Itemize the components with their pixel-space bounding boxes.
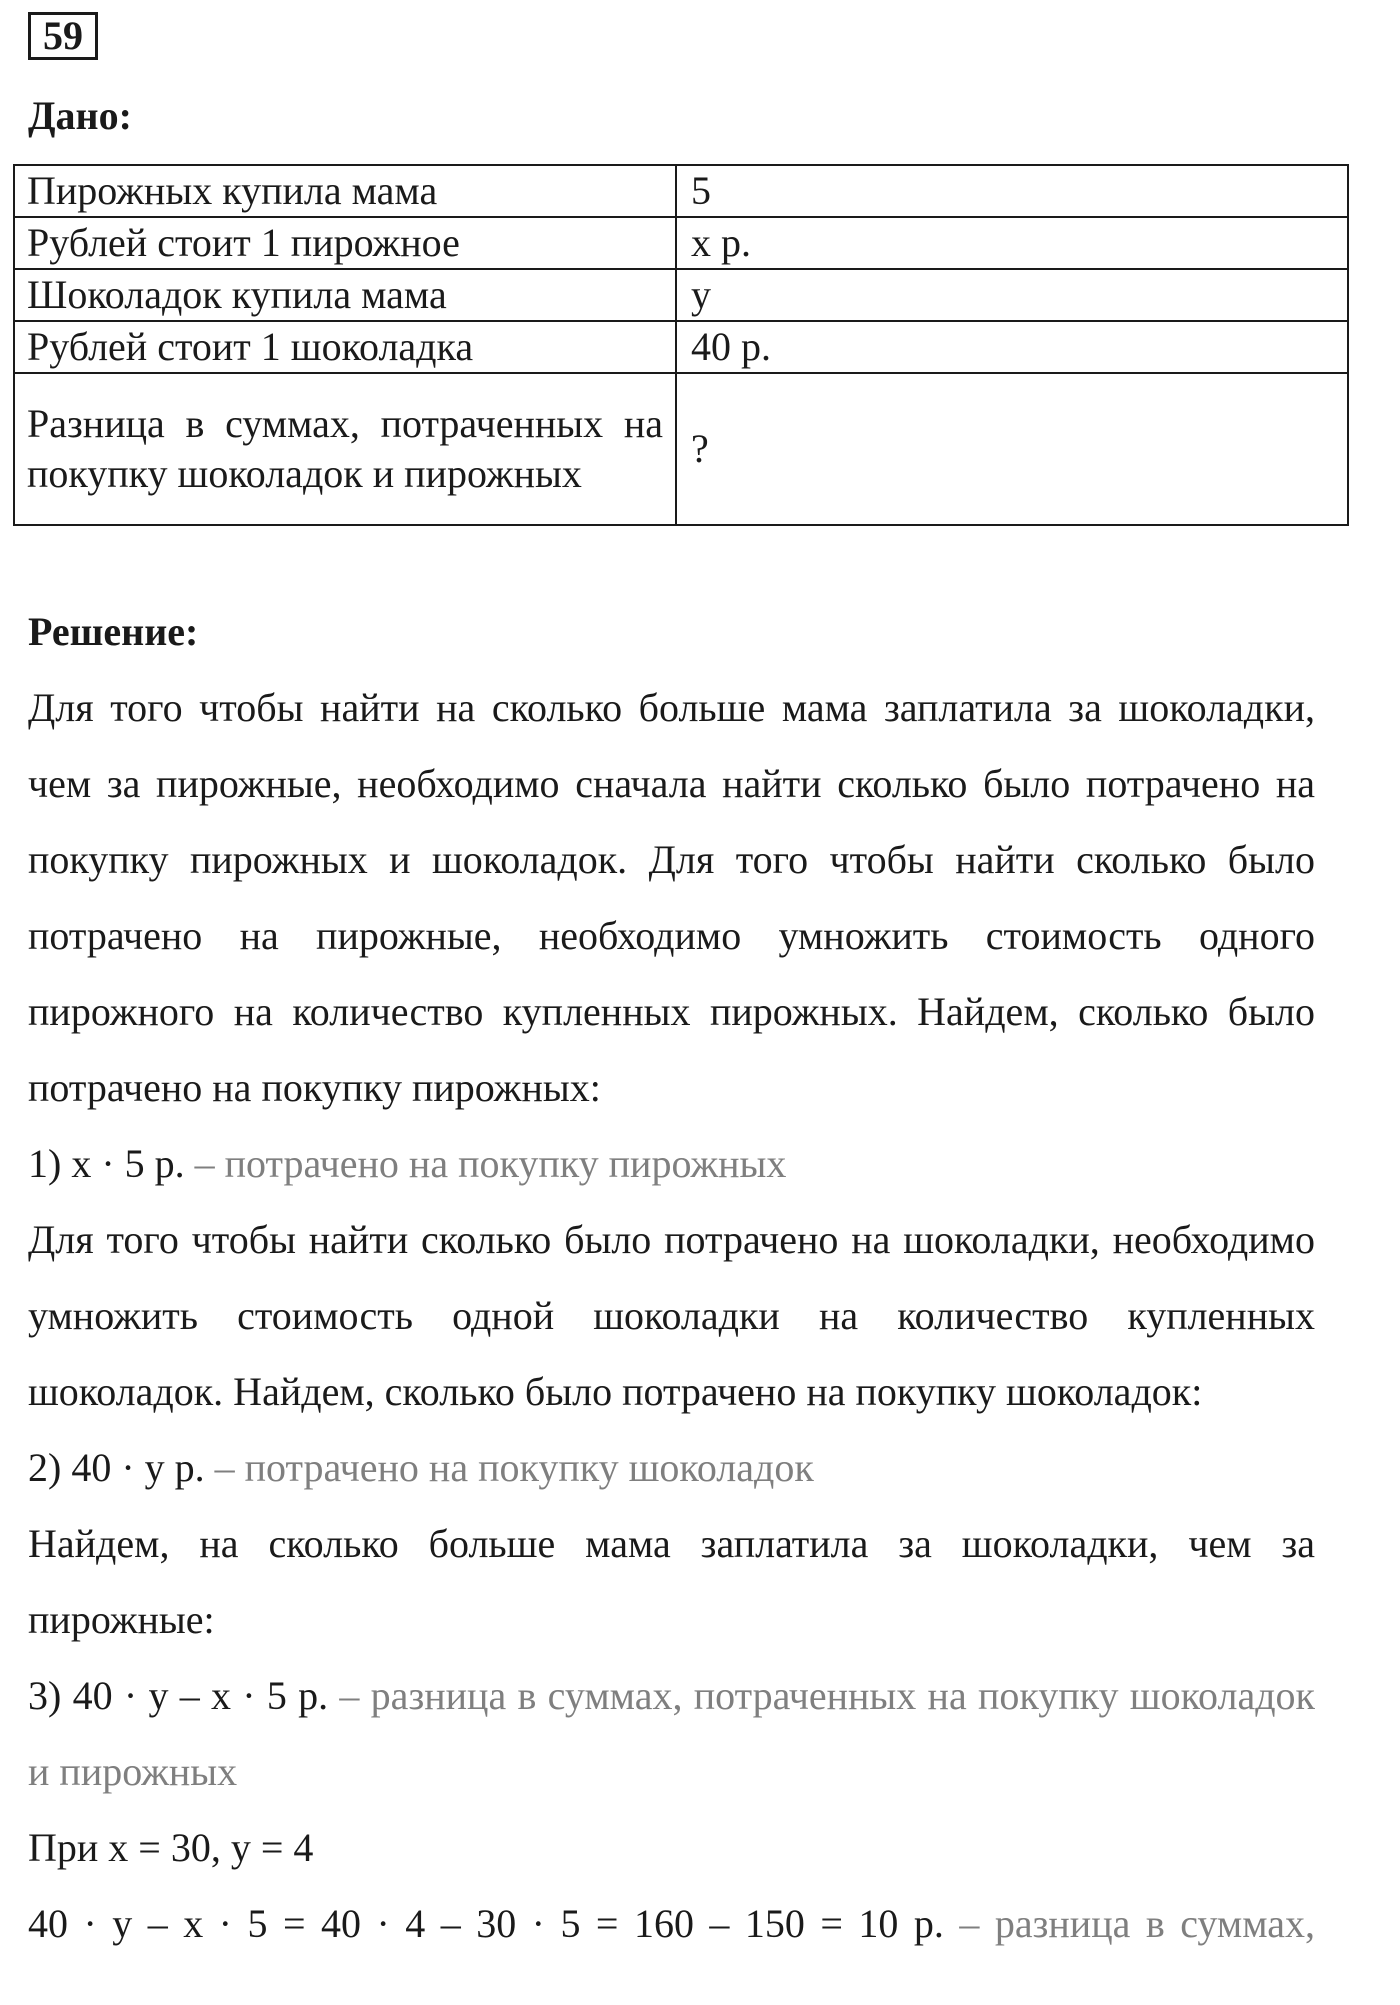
solution-body — [28, 670, 1315, 1962]
given-value: 5 — [676, 165, 1348, 217]
given-row — [14, 165, 1348, 217]
given-label: Шоколадок купила мама — [14, 269, 676, 321]
step-expression: 1) x · 5 р. — [28, 1141, 185, 1186]
given-value: 40 р. — [676, 321, 1348, 373]
step-expression: 2) 40 · y р. — [28, 1445, 205, 1490]
step-note: – разница в суммах, потраченных на покупку шоколадок и пирожных — [28, 1673, 1315, 1794]
given-row — [14, 321, 1348, 373]
given-label: Рублей стоит 1 шоколадка — [14, 321, 676, 373]
solution-paragraph: Для того чтобы найти на сколько больше мама заплатила за шоколадки, чем за пирожные, необходимо сначала найти сколько было потрачено на покупку пирожных и шоколадок. Для того чтобы найти сколько было потрачено на пирожные, необходимо умножить стоимость одного пирожного на количество купленных пирожных. Найдем, сколько было потрачено на покупку пирожных: — [28, 685, 1315, 1110]
given-table — [13, 164, 1349, 526]
given-label: Пирожных купила мама — [14, 165, 676, 217]
given-row — [14, 373, 1348, 525]
solution-step — [28, 1430, 1315, 1506]
calc-note: – разница в суммах, — [943, 1901, 1315, 1946]
given-value: x р. — [676, 217, 1348, 269]
solution-paragraph: Найдем, на сколько больше мама заплатила за шоколадки, чем за пирожные: — [28, 1521, 1315, 1642]
solution-step — [28, 1126, 1315, 1202]
solution-condition: При x = 30, y = 4 — [28, 1825, 314, 1870]
given-row — [14, 269, 1348, 321]
calc-expression: 40 · y – x · 5 = 40 · 4 – 30 · 5 = 160 – 150 = 10 р. — [28, 1901, 944, 1946]
solution-step — [28, 1658, 1315, 1810]
solution-heading: Решение: — [28, 609, 199, 654]
solution-calculation — [28, 1886, 1315, 1962]
given-heading: Дано: — [28, 93, 132, 138]
step-note: – потрачено на покупку шоколадок — [204, 1445, 814, 1490]
given-value: ? — [676, 373, 1348, 525]
problem-number: 59 — [28, 12, 98, 60]
given-label: Рублей стоит 1 пирожное — [14, 217, 676, 269]
given-value: y — [676, 269, 1348, 321]
given-row — [14, 217, 1348, 269]
solution-paragraph: Для того чтобы найти сколько было потрачено на шоколадки, необходимо умножить стоимость одной шоколадки на количество купленных шоколадок. Найдем, сколько было потрачено на покупку шоколадок: — [28, 1217, 1315, 1414]
given-label: Разница в суммах, потраченных на покупку шоколадок и пирожных — [14, 373, 676, 525]
step-expression: 3) 40 · y – x · 5 р. — [28, 1673, 329, 1718]
step-note: – потрачено на покупку пирожных — [184, 1141, 787, 1186]
